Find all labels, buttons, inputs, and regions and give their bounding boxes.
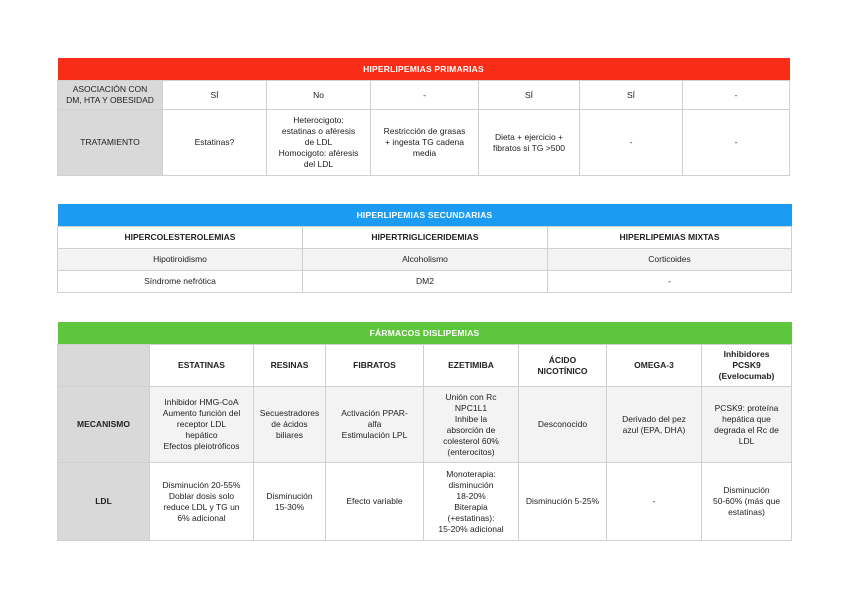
tratamiento-label: TRATAMIENTO	[58, 110, 163, 176]
secundarias-cell: Corticoides	[548, 249, 792, 271]
farmacos-header-fibratos: FIBRATOS	[326, 345, 424, 387]
ldl-cell: Monoterapia: disminución 18-20% Biterapia (+estatinas): 15-20% adicional	[424, 463, 519, 541]
tratamiento-cell: Heterocigoto: estatinas o aféresis de LDL Homocigoto: aféresis del LDL	[267, 110, 371, 176]
asociacion-cell: SÍ	[580, 81, 683, 110]
farmacos-header-omega-3: OMEGA-3	[607, 345, 702, 387]
secundarias-header-hipertrigliceridemias: HIPERTRIGLICERIDEMIAS	[303, 227, 548, 249]
secundarias-cell: Hipotiroidismo	[58, 249, 303, 271]
ldl-cell: Disminución 15-30%	[254, 463, 326, 541]
farmacos-title: FÁRMACOS DISLIPEMIAS	[58, 322, 792, 345]
tratamiento-cell: -	[580, 110, 683, 176]
mecanismo-cell: Derivado del pez azul (EPA, DHA)	[607, 387, 702, 463]
secundarias-table	[57, 204, 792, 293]
asociacion-cell: SÍ	[479, 81, 580, 110]
secundarias-header-mixtas: HIPERLIPEMIAS MIXTAS	[548, 227, 792, 249]
farmacos-header-acido-nicotinico: ÁCIDO NICOTÍNICO	[519, 345, 607, 387]
farmacos-corner	[58, 345, 150, 387]
secundarias-cell: -	[548, 271, 792, 293]
tratamiento-cell: Restricción de grasas + ingesta TG cadena media	[371, 110, 479, 176]
mecanismo-cell: Activación PPAR- alfa Estimulación LPL	[326, 387, 424, 463]
ldl-cell: Efecto variable	[326, 463, 424, 541]
mecanismo-cell: Secuestradores de ácidos biliares	[254, 387, 326, 463]
ldl-cell: -	[607, 463, 702, 541]
secundarias-header-hipercolesterolemias: HIPERCOLESTEROLEMIAS	[58, 227, 303, 249]
tratamiento-cell: Estatinas?	[163, 110, 267, 176]
mecanismo-cell: Unión con Rc NPC1L1 Inhibe la absorción de colesterol 60% (enterocitos)	[424, 387, 519, 463]
primarias-table	[57, 58, 790, 176]
farmacos-header-ezetimiba: EZETIMIBA	[424, 345, 519, 387]
mecanismo-cell: PCSK9: proteína hepática que degrada el Rc de LDL	[702, 387, 792, 463]
primarias-title: HIPERLIPEMIAS PRIMARIAS	[58, 58, 790, 81]
farmacos-header-resinas: RESINAS	[254, 345, 326, 387]
ldl-cell: Disminución 5-25%	[519, 463, 607, 541]
ldl-cell: Disminución 20-55% Doblar dosis solo reduce LDL y TG un 6% adicional	[150, 463, 254, 541]
ldl-cell: Disminución 50-60% (más que estatinas)	[702, 463, 792, 541]
mecanismo-cell: Desconocido	[519, 387, 607, 463]
secundarias-cell: DM2	[303, 271, 548, 293]
asociacion-cell: No	[267, 81, 371, 110]
mecanismo-cell: Inhibidor HMG-CoA Aumento función del receptor LDL hepático Efectos pleiotróficos	[150, 387, 254, 463]
tratamiento-cell: -	[683, 110, 790, 176]
tratamiento-cell: Dieta + ejercicio + fibratos si TG >500	[479, 110, 580, 176]
ldl-label: LDL	[58, 463, 150, 541]
asociacion-cell: -	[371, 81, 479, 110]
farmacos-table	[57, 322, 792, 541]
asociacion-cell: SÍ	[163, 81, 267, 110]
farmacos-header-estatinas: ESTATINAS	[150, 345, 254, 387]
farmacos-header-pcsk9: Inhibidores PCSK9 (Evelocumab)	[702, 345, 792, 387]
asociacion-cell: -	[683, 81, 790, 110]
secundarias-title: HIPERLIPEMIAS SECUNDARIAS	[58, 204, 792, 227]
mecanismo-label: MECANISMO	[58, 387, 150, 463]
asociacion-label: ASOCIACIÓN CON DM, HTA Y OBESIDAD	[58, 81, 163, 110]
secundarias-cell: Alcoholismo	[303, 249, 548, 271]
secundarias-cell: Síndrome nefrótica	[58, 271, 303, 293]
